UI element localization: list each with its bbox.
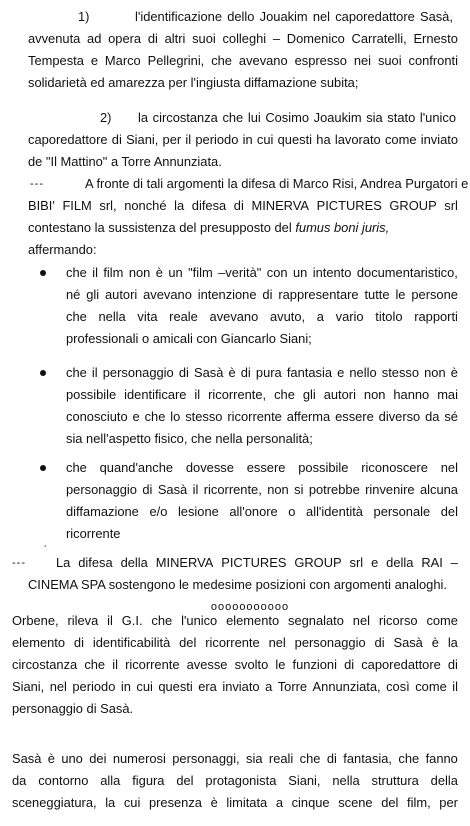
bullet-1-line-3: che nella vita reale avevano avuto, a vario titolo rapporti <box>66 309 458 324</box>
defense-line-3-text: contestano la sussistenza del presupposto del <box>28 220 292 235</box>
bullet-3-line-4: ricorrente <box>66 526 121 541</box>
bullet-dot-3 <box>40 465 46 471</box>
sasa-line-3: sceneggiatura, la cui presenza è limitata a cinque scene del film, per <box>12 795 458 810</box>
item-1-line-3: Tempesta e Marco Pellegrini, che avevano espresso nei suoi confronti <box>28 53 458 68</box>
bullet-1-line-1: che il film non è un "film –verità" con un intento documentaristico, <box>66 265 458 280</box>
bullet-2-line-4: sia nell'aspetto fisico, che nella personalità; <box>66 431 313 446</box>
defense-dash: --- <box>30 178 44 190</box>
sasa-line-1: Sasà è uno dei numerosi personaggi, sia reali che di fantasia, che fanno <box>12 751 458 766</box>
rai-line-1: La difesa della MINERVA PICTURES GROUP srl e della RAI – <box>56 555 458 570</box>
orbene-line-1: Orbene, rileva il G.I. che l'unico elemento segnalato nel ricorso come <box>12 613 458 628</box>
rai-dash: --- <box>12 557 26 569</box>
orbene-line-4: Siani, nel periodo in cui questi era inviato a Torre Annunziata, così come il <box>12 679 458 694</box>
item-1-line-2: avvenuta ad opera di altri suoi colleghi – Domenico Carratelli, Ernesto <box>28 31 458 46</box>
item-number-1: 1) <box>78 9 90 24</box>
bullet-1-line-2: né gli autori avevano intenzione di rappresentare tutte le persone <box>66 287 458 302</box>
bullet-dot-1 <box>40 270 46 276</box>
bullet-1-line-4: professionali o amicali con Giancarlo Siani; <box>66 331 312 346</box>
bullet-2-line-3: conosciuto e che lo stesso ricorrente afferma essere diverso da sé <box>66 409 458 424</box>
sasa-line-2: da contorno alla figura del protagonista Siani, nella struttura della <box>12 773 458 788</box>
bullet-3-line-1: che quand'anche dovesse essere possibile riconoscere nel <box>66 460 458 475</box>
item-1-line-4: solidarietà ed amarezza per l'ingiusta diffamazione subita; <box>28 75 359 90</box>
orbene-line-2: elemento di identificabilità del ricorrente nel personaggio di Sasà è la <box>12 635 458 650</box>
bullet-dot-2 <box>40 370 46 376</box>
stray-mark: ´ <box>44 545 48 556</box>
defense-line-2: BIBI' FILM srl, nonché la difesa di MINERVA PICTURES GROUP srl <box>28 198 458 213</box>
section-separator: ooooooooooo <box>210 601 290 613</box>
bullet-2-line-1: che il personaggio di Sasà è di pura fantasia e nello stesso non è <box>66 365 458 380</box>
item-2-line-3: de "Il Mattino" a Torre Annunziata. <box>28 154 222 169</box>
item-1-line-1: l'identificazione dello Jouakim nel caporedattore Sasà, <box>135 9 453 24</box>
item-2-line-2: caporedattore di Siani, per il periodo in cui questi ha lavorato come inviato <box>28 132 458 147</box>
bullet-2-line-2: possibile identificare il ricorrente, che gli autori non hanno mai <box>66 387 458 402</box>
bullet-3-line-3: diffamazione e/o lesione all'onore o all'identità personale del <box>66 504 458 519</box>
item-2-line-1: la circostanza che lui Cosimo Joaukim sia stato l'unico <box>138 110 456 125</box>
defense-line-4: affermando: <box>28 242 97 257</box>
bullet-3-line-2: personaggio di Sasà il ricorrente, non si potrebbe rinvenire alcuna <box>66 482 458 497</box>
fumus-boni-juris: fumus boni juris, <box>295 220 390 235</box>
rai-line-2: CINEMA SPA sostengono le medesime posizioni con argomenti analoghi. <box>28 577 447 592</box>
orbene-line-3: circostanza che il ricorrente avesse svolto le funzioni di caporedattore di <box>12 657 458 672</box>
orbene-line-5: personaggio di Sasà. <box>12 701 134 716</box>
defense-line-3 <box>28 217 389 239</box>
item-number-2: 2) <box>100 110 112 125</box>
defense-line-1: A fronte di tali argomenti la difesa di Marco Risi, Andrea Purgatori e <box>85 176 469 191</box>
